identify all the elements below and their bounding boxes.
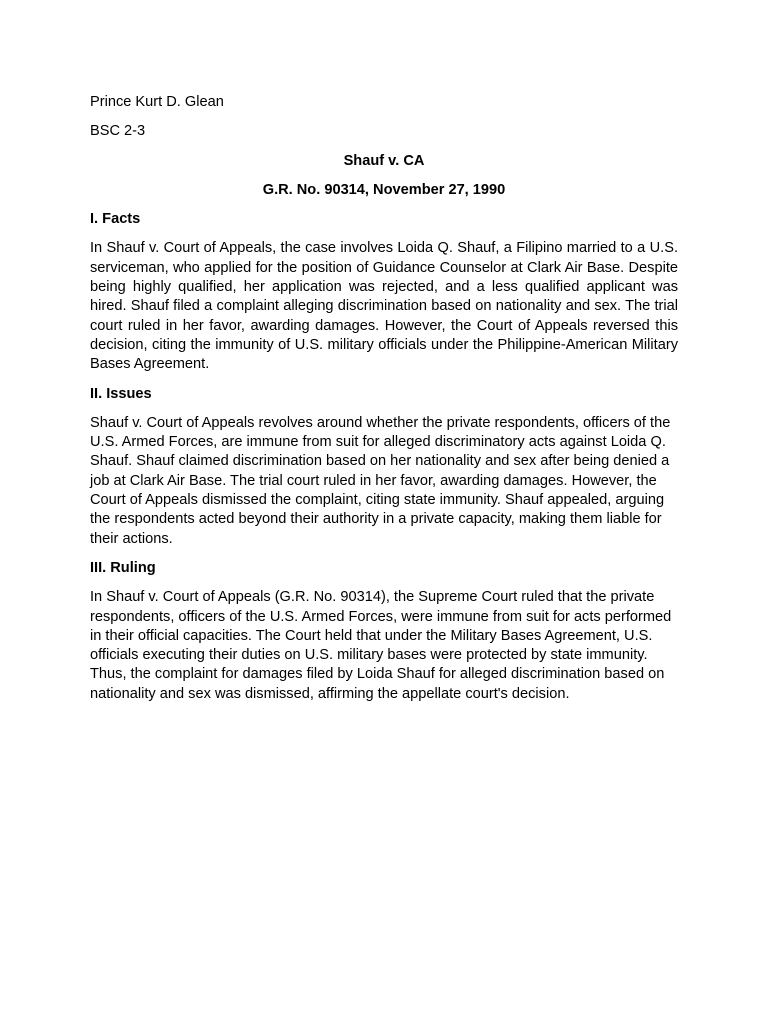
issues-paragraph: Shauf v. Court of Appeals revolves around whether the private respondents, officers of the U.S. Armed Forces, are immune from suit for alleged discriminatory acts against Loida Q. Shauf. Shauf claimed discrimination based on her nationality and sex after being denied a job at Clark Air Base. The trial court ruled in her favor, awarding damages. However, the Court of Appeals dismissed the complaint, citing state immunity. Shauf appealed, arguing the respondents acted beyond their authority in a private capacity, making them liable for their actions. [90, 414, 671, 547]
issues-heading: II. Issues [90, 385, 152, 402]
case-title: Shauf v. CA [343, 152, 425, 169]
facts-heading: I. Facts [90, 211, 141, 228]
class-section: BSC 2-3 [90, 123, 146, 140]
ruling-paragraph: In Shauf v. Court of Appeals (G.R. No. 90314), the Supreme Court ruled that the private respondents, officers of the U.S. Armed Forces, were immune from suit for acts performed in their official capacities. The Court held that under the Military Bases Agreement, U.S. officials executing their duties on U.S. military bases were protected by state immunity. Thus, the complaint for damages filed by Loida Shauf for alleged discrimination based on nationality and sex was dismissed, affirming the appellate court's decision. [90, 589, 672, 702]
case-citation: G.R. No. 90314, November 27, 1990 [262, 181, 506, 198]
facts-paragraph: In Shauf v. Court of Appeals, the case involves Loida Q. Shauf, a Filipino married to a U.S. serviceman, who applied for the position of Guidance Counselor at Clark Air Base. Despite being highly qualified, her application was rejected, and a less qualified applicant was hired. Shauf filed a complaint alleging discrimination based on nationality and sex. The trial court ruled in her favor, awarding damages. However, the Court of Appeals reversed this decision, citing the immunity of U.S. military officials under the Philippine-American Military Bases Agreement. [90, 240, 678, 373]
ruling-heading: III. Ruling [90, 559, 156, 576]
author-name: Prince Kurt D. Glean [90, 94, 224, 110]
